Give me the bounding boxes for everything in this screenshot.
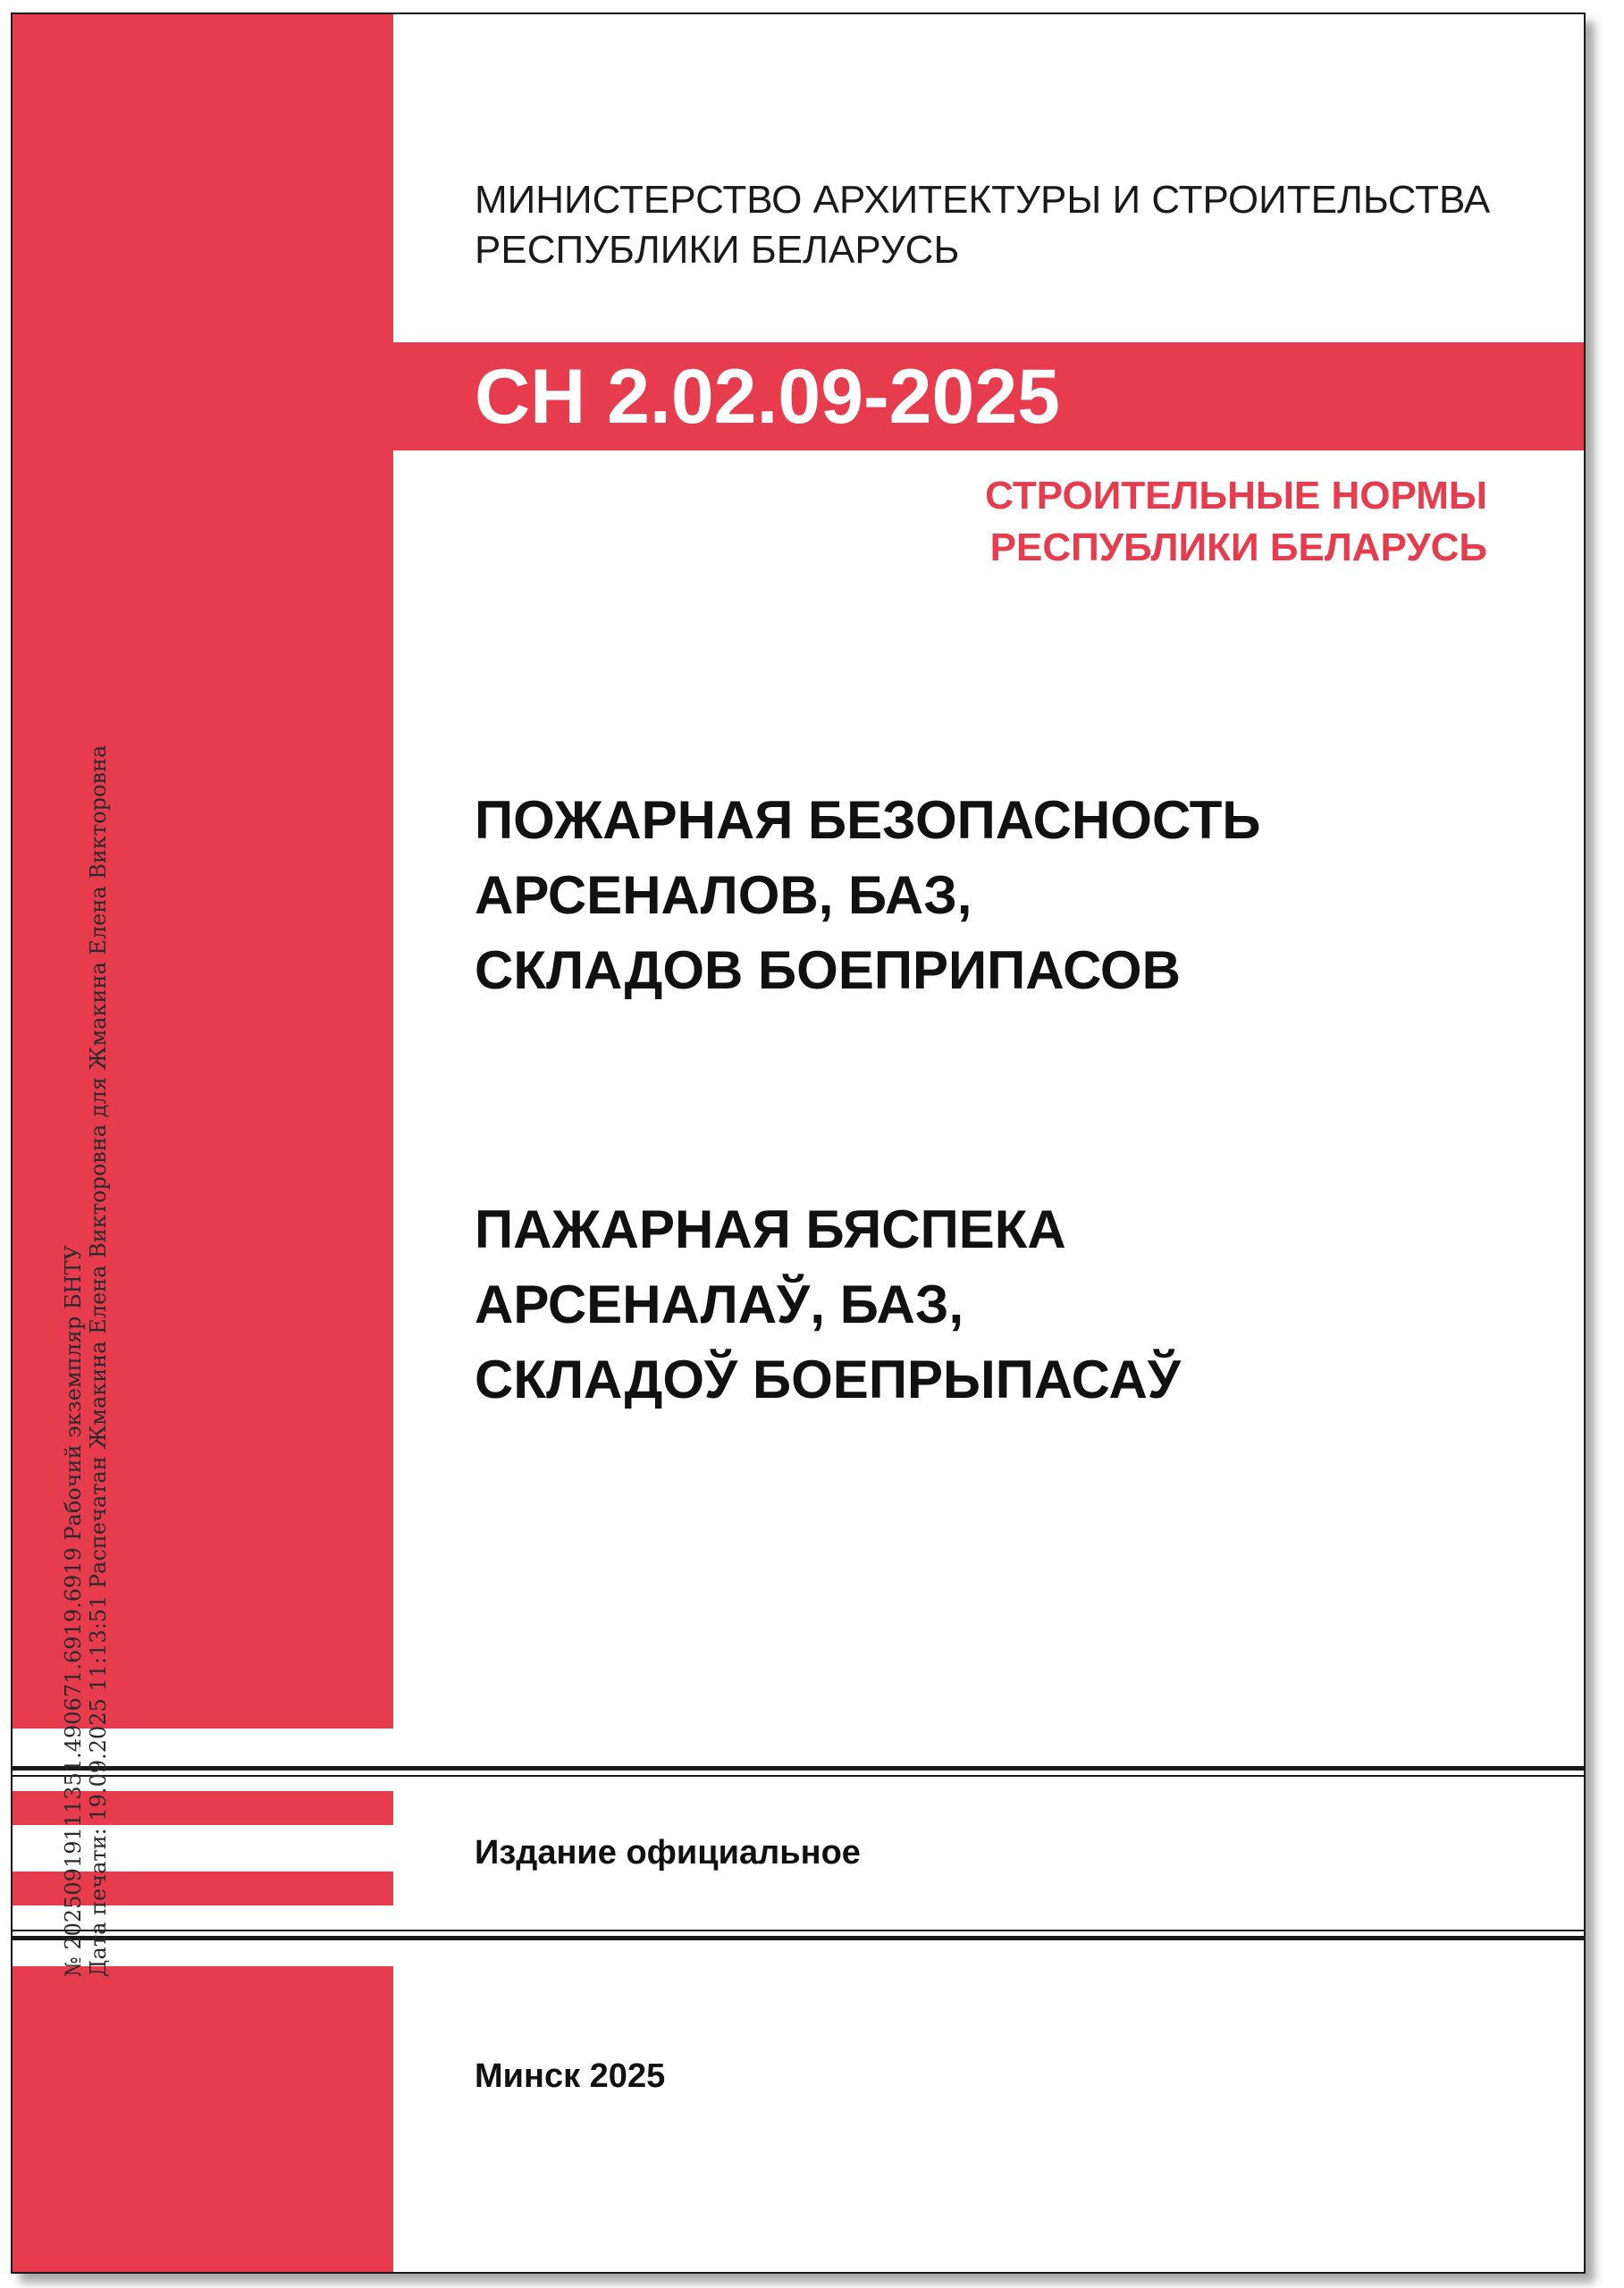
divider-rule bbox=[13, 1775, 1584, 1777]
divider-rule bbox=[13, 1936, 1584, 1940]
title-line: СКЛАДОВ БОЕПРИПАСОВ bbox=[475, 940, 1181, 1000]
edition-label: Издание официальное bbox=[475, 1834, 861, 1872]
document-type-line: РЕСПУБЛИКИ БЕЛАРУСЬ bbox=[989, 526, 1487, 569]
ministry-line: РЕСПУБЛИКИ БЕЛАРУСЬ bbox=[475, 228, 960, 272]
divider-rule bbox=[13, 1766, 1584, 1771]
document-type bbox=[985, 470, 1487, 574]
watermark-line: Дата печати: 19.09.2025 11:13:51 Распечатан Жмакина Елена Викторовна для Жмакина Елена Викторовна bbox=[86, 744, 111, 1977]
title-line: ПАЖАРНАЯ БЯСПЕКА bbox=[475, 1199, 1066, 1259]
print-watermark bbox=[61, 645, 111, 1977]
title-line: ПОЖАРНАЯ БЕЗОПАСНОСТЬ bbox=[475, 790, 1261, 850]
title-line: СКЛАДОЎ БОЕПРЫПАСАЎ bbox=[475, 1350, 1182, 1409]
title-line: АРСЕНАЛАЎ, БАЗ, bbox=[475, 1274, 964, 1334]
document-code: СН 2.02.09-2025 bbox=[475, 354, 1060, 440]
title-line: АРСЕНАЛОВ, БАЗ, bbox=[475, 865, 972, 925]
left-color-band-bottom bbox=[13, 1966, 393, 2272]
document-cover bbox=[11, 13, 1586, 2274]
city-year: Минск 2025 bbox=[475, 2057, 666, 2095]
divider-rule bbox=[13, 1930, 1584, 1931]
ministry-line: МИНИСТЕРСТВО АРХИТЕКТУРЫ И СТРОИТЕЛЬСТВА bbox=[475, 178, 1491, 222]
ministry-name bbox=[475, 175, 1490, 275]
watermark-line: № 20250919111351.490671.6919.6919 Рабочий экземпляр БНТУ bbox=[61, 1245, 86, 1977]
title-russian bbox=[475, 783, 1261, 1008]
title-belarusian bbox=[475, 1192, 1181, 1417]
document-type-line: СТРОИТЕЛЬНЫЕ НОРМЫ bbox=[985, 474, 1487, 517]
